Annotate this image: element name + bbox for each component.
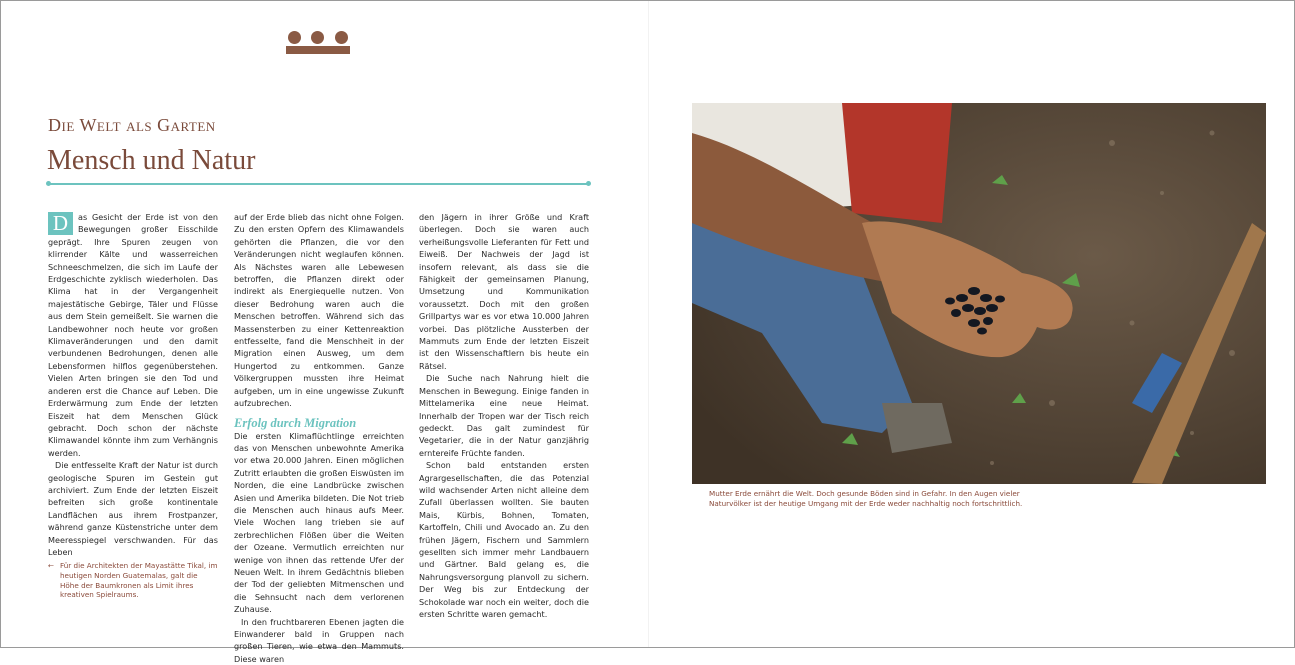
paragraph: den Jägern in ihrer Größe und Kraft überlegen. Doch sie waren auch verheißungsvolle Lieferanten für Fett und Eiweiß. Der Nachweis der Jagd ist insofern relevant, als dass sie die Fähigkeit der gemeinsamen Planung, Umsetzung und Kommunikation voraussetzt. Doch mit den großen Grillpartys war es vor etwa 10.000 Jahren vorbei. Das plötzliche Aussterben der Mammuts zum Ende der letzten Eiszeit ist den Wissenschaftlern bis heute ein Rätsel. [419,212,589,371]
text-column-1 [48,211,218,558]
subheading: Erfolg durch Migration [234,415,357,430]
ornament-icon [286,31,350,57]
text-column-2 [234,211,404,665]
drop-cap: D [48,212,73,235]
paragraph: Die Suche nach Nahrung hielt die Menschen in Bewegung. Einige fanden in Mittelamerika eine neue Heimat. Innerhalb der Tropen war der Tisch reich gedeckt. Das galt zumindest für Vegetarier, die in der Natur ganzjährig erntereife Früchte fanden. [419,373,589,458]
photo-hand-with-beans [692,103,1266,484]
side-note [48,561,218,600]
page-gutter [648,1,649,647]
paragraph: Schon bald entstanden ersten Agrargesellschaften, die das Potenzial wild wachsender Arten nicht alleine dem Zufall überlassen wollten. Sie bauten Mais, Kürbis, Bohnen, Tomaten, Kartoffeln, Chili und Avocado an. Zu den frühen Jägern, Fischern und Sammlern gesellten sich immer mehr Landbauern und Gärtner. Bald gelang es, die Nahrungsversorgung planvoll zu sichern. Der Weg bis zur Entdeckung der Schokolade war noch ein weiter, doch die ersten Schritte waren gemacht. [419,460,589,619]
arrow-left-icon: ← [48,561,55,570]
section-kicker: Die Welt als Garten [48,115,216,135]
paragraph: Die ersten Klimaflüchtlinge erreichten das von Menschen unbewohnte Amerika vor etwa 20.000 Jahren. Einen möglichen Zutritt erlaubten die großen Eiswüsten im Norden, die eine Landbrücke zwischen Asien und Amerika bildeten. Die Not trieb die Menschen auch hinaus aufs Meer. Viele Wochen lang trieben sie auf zerbrechlichen Flößen über die Weiten der Ozeane. Vermutlich erreichten nur wenige von ihnen das rettende Ufer der Neuen Welt. In ihrem Gedächtnis blieben der Tod der geliebten Mitmenschen und die Sehnsucht nach dem verlorenen Zuhause. [234,430,404,615]
paragraph: auf der Erde blieb das nicht ohne Folgen. Zu den ersten Opfern des Klimawandels gehörten die Pflanzen, die vor den Veränderungen nicht weglaufen können. Als Nächstes waren alle Lebewesen betroffen, die Pflanzen direkt oder indirekt als Energiequelle nutzen. Von dieser Bedrohung waren auch die Menschen betroffen. Während sich das Massensterben zu einer Kettenreaktion entfesselte, fand die Menschheit in der Migration einen Ausweg, um dem Hungertod zu entkommen. Ganze Völkergruppen mussten ihre Heimat aufgeben, um in eine ungewisse Zukunft aufzubrechen. [234,212,404,409]
side-note-text: Für die Architekten der Mayastätte Tikal, im heutigen Norden Guatemalas, galt die Höhe der Baumkronen als Limit ihres kreativen Spielraums. [60,561,218,600]
text-column-3 [419,211,589,620]
paragraph: Die entfesselte Kraft der Natur ist durch geologische Spuren im Gestein gut archiviert. Zum Ende der letzten Eiszeit befreiten sich große kontinentale Landflächen aus ihrem Frostpanzer, während ganze Küstenstriche unter dem Meeresspiegel verschwanden. Für das Leben [48,460,218,557]
photo-caption: Mutter Erde ernährt die Welt. Doch gesunde Böden sind in Gefahr. In den Augen vieler Naturvölker ist der heutige Umgang mit der Erde weder nachhaltig noch fortschrittlich. [709,489,1023,508]
paragraph: In den fruchtbareren Ebenen jagten die Einwanderer bald in Gruppen nach großen Tieren, wie etwa den Mammuts. Diese waren [234,616,404,664]
title-divider [48,183,589,185]
paragraph: D as Gesicht der Erde ist von den Bewegungen großer Eisschilde geprägt. Ihre Spuren zeugen von klirrender Kälte und wasserreichen Schneeschmelzen, die sich im Laufe der Erdgeschichte zyklisch wiederholen. Das Klima hat in der Vergangenheit majestätische Gebirge, Täler und Flüsse aus dem Stein gemeißelt. Sie warnen die Landbewohner noch heute vor großen Klimaveränderungen und den damit verbundenen Bedrohungen, denen alle Lebensformen hilflos gegenüberstehen. Vielen Arten bringen sie den Tod und anderen erst die Chance auf Leben. Die Erderwärmung zum Ende der letzten Eiszeit hat dem Menschen Glück gebracht. Doch schon der nächste Klimawandel könnte ihm zum Verhängnis werden. [48,211,218,458]
page-title: Mensch und Natur [47,145,256,176]
